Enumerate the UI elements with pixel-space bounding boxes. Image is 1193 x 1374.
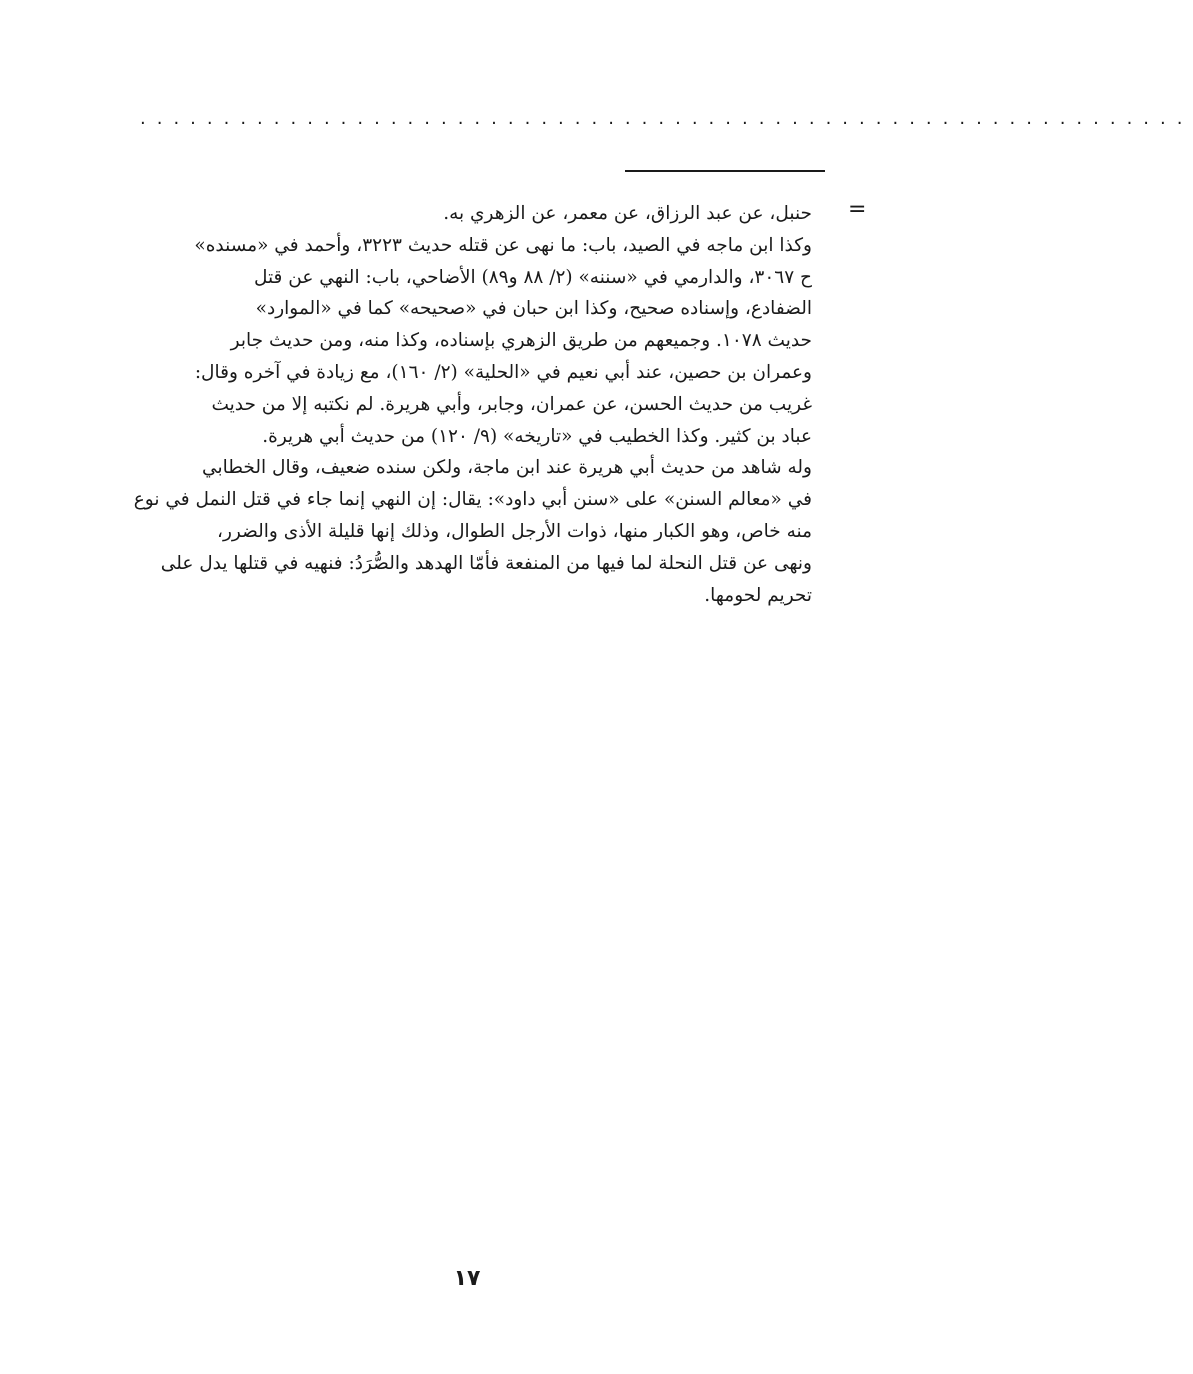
footnote-line: غريب من حديث الحسن، عن عمران، وجابر، وأبي هريرة. لم نكتبه إلا من حديث: [211, 393, 812, 415]
footnote-line: وكذا ابن ماجه في الصيد، باب: ما نهى عن قتله حديث ٣٢٢٣، وأحمد في «مسنده»: [194, 234, 812, 256]
footnote-line: حنبل، عن عبد الرزاق، عن معمر، عن الزهري به.: [443, 203, 812, 224]
footnote-line: منه خاص، وهو الكبار منها، ذوات الأرجل الطوال، وذلك إنها قليلة الأذى والضرر،: [217, 520, 812, 542]
footnote-line: حديث ١٠٧٨. وجميعهم من طريق الزهري بإسناده، وكذا منه، ومن حديث جابر: [230, 330, 812, 352]
footnote-line: وعمران بن حصين، عند أبي نعيم في «الحلية» (٢/ ١٦٠)، مع زيادة في آخره وقال:: [194, 361, 812, 383]
continuation-mark: =: [848, 197, 867, 222]
footnote-line: ونهى عن قتل النحلة لما فيها من المنفعة فأمّا الهدهد والصُّرَدُ: فنهيه في قتلها يدل على: [160, 552, 812, 574]
dotted-separator-text: ...............................................................: [140, 108, 1193, 129]
dotted-separator: [140, 108, 1193, 129]
footnote-block: [134, 198, 812, 611]
footnote-line: وله شاهد من حديث أبي هريرة عند ابن ماجة، ولكن سنده ضعيف، وقال الخطابي: [202, 457, 812, 479]
page-number: ١٧: [453, 1266, 481, 1291]
footnote-line: الضفادع، وإسناده صحيح، وكذا ابن حبان في «صحيحه» كما في «الموارد»: [255, 298, 812, 320]
footnote-line: في «معالم السنن» على «سنن أبي داود»: يقال: إن النهي إنما جاء في قتل النمل في نوع: [133, 489, 812, 511]
footnote-line: تحريم لحومها.: [704, 584, 812, 606]
footnote-line: عباد بن كثير. وكذا الخطيب في «تاريخه» (٩/ ١٢٠) من حديث أبي هريرة.: [262, 425, 812, 447]
footnote-rule: [625, 170, 825, 172]
footnote-line: ح ٣٠٦٧، والدارمي في «سننه» (٢/ ٨٨ و٨٩) الأضاحي، باب: النهي عن قتل: [253, 266, 812, 288]
